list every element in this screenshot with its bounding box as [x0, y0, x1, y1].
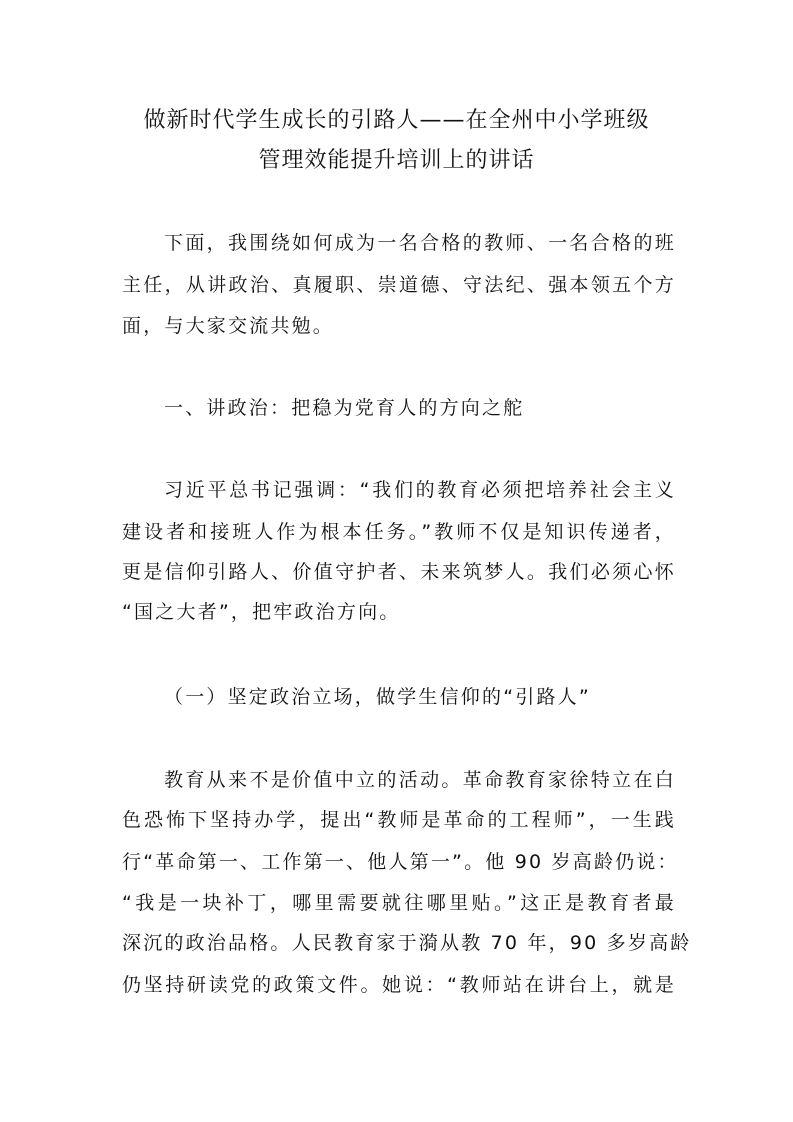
paragraph-3-line: 深沉的政治品格。人民教育家于漪从教 70 年，90 多岁高龄 [122, 932, 692, 954]
paragraph-2-line: 更是信仰引路人、价值守护者、未来筑梦人。我们必须心怀 [122, 561, 676, 583]
paragraph-3-line: 仍坚持研读党的政策文件。她说：“教师站在讲台上，就是 [122, 974, 676, 996]
paragraph-1-line: 下面，我围绕如何成为一名合格的教师、一名合格的班 [164, 232, 676, 254]
paragraph-2-line: 建设者和接班人作为根本任务。”教师不仅是知识传递者， [122, 521, 676, 543]
paragraph-1-line: 面，与大家交流共勉。 [122, 315, 335, 337]
paragraph-2-line: 习近平总书记强调：“我们的教育必须把培养社会主义 [164, 479, 676, 501]
paragraph-3-line: 教育从来不是价值中立的活动。革命教育家徐特立在白 [164, 769, 676, 791]
document-title-line-1: 做新时代学生成长的引路人——在全州中小学班级 [143, 108, 650, 133]
paragraph-3-line: 行“革命第一、工作第一、他人第一”。他 90 岁高龄仍说： [122, 851, 679, 873]
paragraph-2-line: “国之大者”，把牢政治方向。 [122, 601, 401, 623]
paragraph-3-line: 色恐怖下坚持办学，提出“教师是革命的工程师”，一生践 [122, 809, 676, 831]
document-title-line-2: 管理效能提升培训上的讲话 [258, 148, 535, 173]
paragraph-1-line: 主任，从讲政治、真履职、崇道德、守法纪、强本领五个方 [122, 274, 676, 296]
paragraph-3-line: “我是一块补丁，哪里需要就往哪里贴。”这正是教育者最 [122, 892, 676, 914]
section-heading-1: 一、讲政治：把稳为党育人的方向之舵 [164, 397, 525, 419]
section-heading-2: （一）坚定政治立场，做学生信仰的“引路人” [164, 686, 591, 708]
